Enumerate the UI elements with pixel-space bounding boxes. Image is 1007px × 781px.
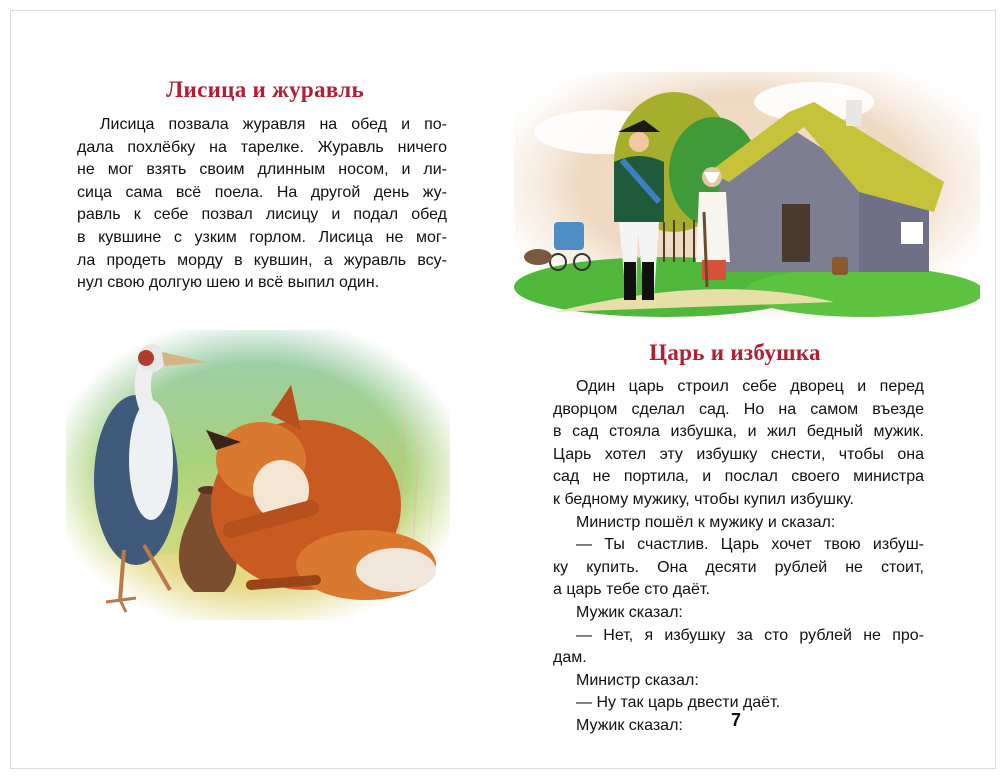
text-line: — Ты счастлив. Царь хочет твою избуш- — [576, 536, 924, 554]
text-line: — Нет, я избушку за сто рублей не про- — [576, 626, 924, 644]
illustration-crane-fox — [66, 330, 450, 620]
text-line: ку купить. Она десяти рублей не стоит, — [553, 558, 924, 576]
story-text-tsar-hut — [553, 376, 924, 738]
story-title-fox-crane: Лисица и журавль — [166, 77, 364, 102]
text-line: Один царь строил себе дворец и перед — [576, 378, 924, 395]
text-line: а царь тебе сто даёт. — [553, 581, 710, 599]
text-line: Министр пошёл к мужику и сказал: — [576, 513, 836, 531]
text-line: Царь хотел эту избушку снести, чтобы она — [553, 445, 924, 463]
text-line: Мужик сказал: — [576, 716, 683, 734]
story-title-tsar-hut: Царь и избушка — [649, 340, 821, 365]
text-line: равль к себе позвал лисицу и подал обед — [77, 206, 447, 224]
tsar-hut-illustration-icon — [514, 72, 980, 320]
illustration-tsar-hut — [514, 72, 980, 320]
text-line: сад не портила, и послал своего министра — [553, 468, 924, 486]
text-line: дворцом сделал сад. Но на самом въезде — [553, 400, 924, 418]
text-line: Министр сказал: — [576, 671, 699, 689]
text-line: в кувшине с узким горлом. Лисица не мог- — [77, 228, 447, 246]
text-line: Лисица позвала журавля на обед и по- — [100, 116, 447, 133]
text-line: — Ну так царь двести даёт. — [576, 694, 781, 712]
text-line: дала похлёбку на тарелке. Журавль ничего — [77, 138, 447, 156]
text-line: к бедному мужику, чтобы купил избушку. — [553, 490, 854, 508]
text-line: в сад стояла избушка, и жил бедный мужик. — [553, 423, 924, 441]
crane-fox-illustration-icon — [66, 330, 450, 620]
text-line: Мужик сказал: — [576, 603, 683, 621]
page-number: 7 — [731, 710, 742, 730]
text-line: не мог взять своим длинным носом, и ли- — [77, 161, 447, 179]
text-line: нул свою долгую шею и всё выпил один. — [77, 274, 380, 292]
text-line: дам. — [553, 649, 587, 667]
text-line: сица сама всё поела. На другой день жу- — [77, 183, 447, 201]
story-text-fox-crane — [77, 114, 447, 295]
text-line: ла продеть морду в кувшин, а журавль всу- — [77, 251, 447, 269]
